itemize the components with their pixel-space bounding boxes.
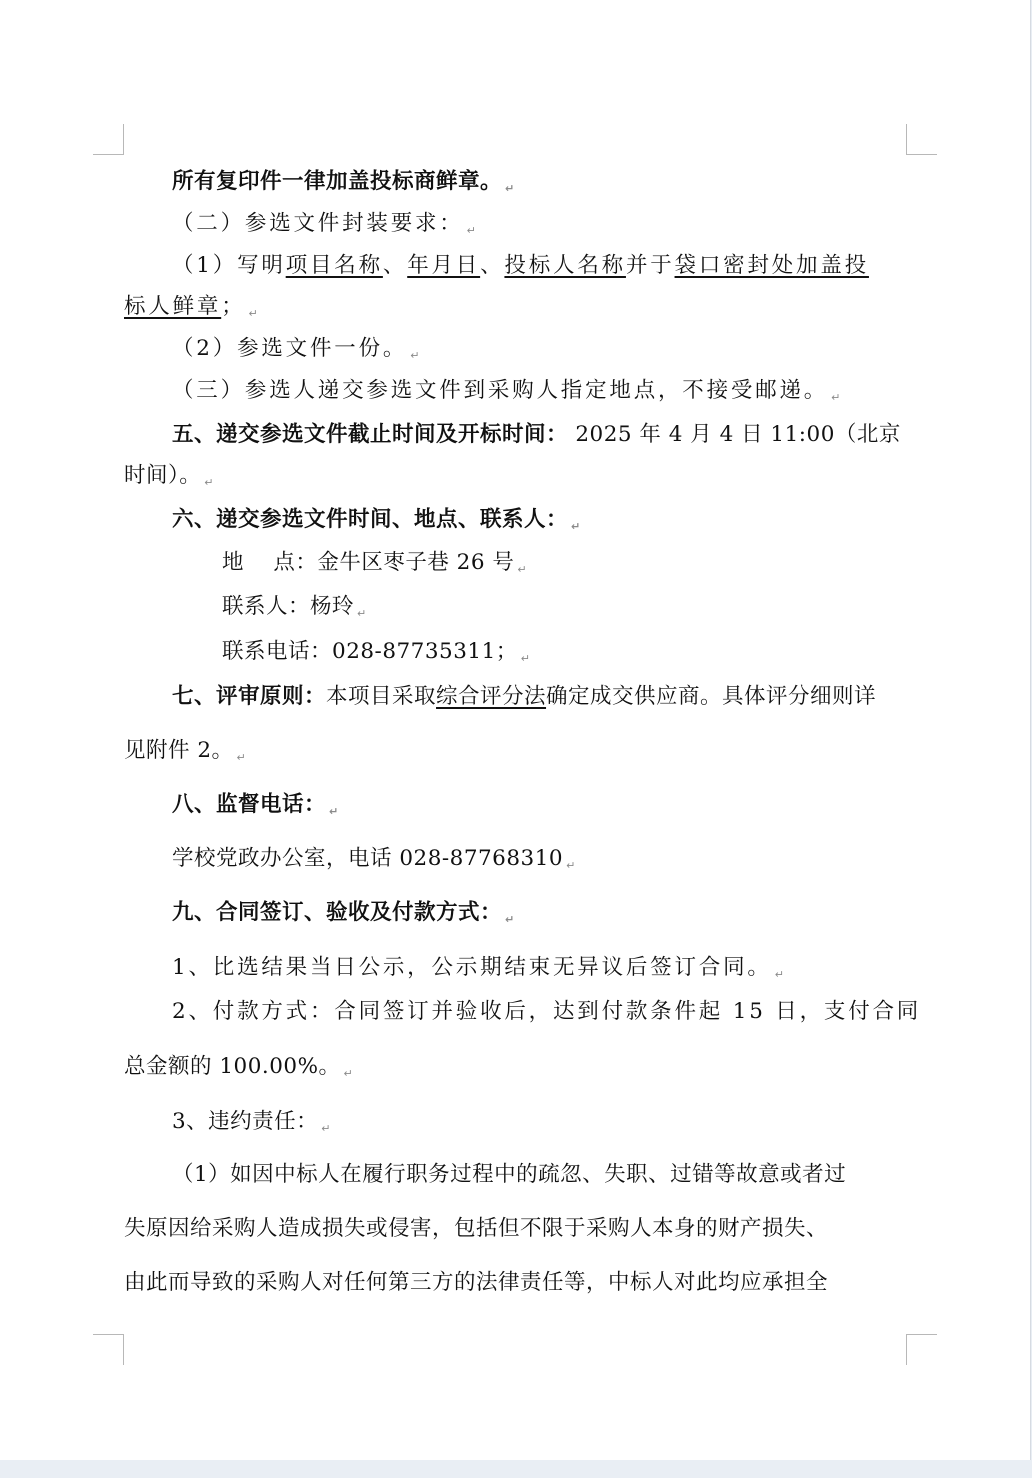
paragraph-liability-line-2: 失原因给采购人造成损失或侵害，包括但不限于采购人本身的财产损失、 xyxy=(124,1216,829,1241)
paragraph-mark-icon: ↵ xyxy=(343,1067,353,1080)
paragraph-copies-stamp: 所有复印件一律加盖投标商鲜章。 ↵ xyxy=(172,169,515,195)
paragraph-packaging-item-1: （1）写明项目名称、年月日、投标人名称并于袋口密封处加盖投 xyxy=(172,253,869,278)
paragraph-mark-icon: ↵ xyxy=(517,563,527,576)
paragraph-mark-icon: ↵ xyxy=(204,476,214,489)
paragraph-contract-item-2-cont: 总金额的 100.00%。 ↵ xyxy=(124,1054,353,1080)
margin-corner-bottom-right xyxy=(906,1334,937,1365)
paragraph-contract-item-2: 2、付款方式：合同签订并验收后，达到付款条件起 15 日，支付合同 xyxy=(172,999,922,1024)
paragraph-mark-icon: ↵ xyxy=(329,805,339,818)
paragraph-mark-icon: ↵ xyxy=(410,349,420,362)
paragraph-mark-icon: ↵ xyxy=(774,968,784,981)
section-nine-heading: 九、合同签订、验收及付款方式： ↵ xyxy=(172,900,515,926)
paragraph-packaging-item-1-cont: 标人鲜章； ↵ xyxy=(124,294,258,320)
paragraph-evaluation-cont: 见附件 2。 ↵ xyxy=(124,738,246,764)
paragraph-liability-line-3: 由此而导致的采购人对任何第三方的法律责任等，中标人对此均应承担全 xyxy=(124,1270,829,1295)
paragraph-submission-place: （三）参选人递交参选文件到采购人指定地点，不接受邮递。 ↵ xyxy=(172,378,841,404)
section-eight-heading: 八、监督电话： ↵ xyxy=(172,792,339,818)
paragraph-mark-icon: ↵ xyxy=(357,607,367,620)
contact-phone: 联系电话：028-87735311； ↵ xyxy=(222,639,530,665)
margin-corner-bottom-left xyxy=(93,1334,124,1365)
paragraph-mark-icon: ↵ xyxy=(505,913,515,926)
paragraph-mark-icon: ↵ xyxy=(321,1122,331,1135)
paragraph-contract-item-3: 3、违约责任： ↵ xyxy=(172,1109,331,1135)
paragraph-evaluation: 七、评审原则：本项目采取综合评分法确定成交供应商。具体评分细则详 xyxy=(172,684,877,709)
paragraph-mark-icon: ↵ xyxy=(831,391,841,404)
paragraph-mark-icon: ↵ xyxy=(236,751,246,764)
paragraph-deadline: 五、递交参选文件截止时间及开标时间： 2025 年 4 月 4 日 11:00（北京 xyxy=(172,422,901,447)
paragraph-deadline-cont: 时间）。 ↵ xyxy=(124,463,214,489)
paragraph-supervision-phone: 学校党政办公室，电话 028-87768310 ↵ xyxy=(172,846,576,872)
contact-person: 联系人：杨玲 ↵ xyxy=(222,594,367,620)
paragraph-mark-icon: ↵ xyxy=(571,520,581,533)
paragraph-packaging-heading: （二）参选文件封装要求： ↵ xyxy=(172,211,476,237)
margin-corner-top-right xyxy=(906,124,937,155)
paragraph-mark-icon: ↵ xyxy=(248,307,258,320)
margin-corner-top-left xyxy=(93,124,124,155)
paragraph-mark-icon: ↵ xyxy=(505,182,515,195)
paragraph-packaging-item-2: （2）参选文件一份。 ↵ xyxy=(172,336,420,362)
paragraph-contract-item-1: 1、比选结果当日公示，公示期结束无异议后签订合同。 ↵ xyxy=(172,955,784,981)
paragraph-mark-icon: ↵ xyxy=(520,652,530,665)
window-bottom-edge xyxy=(0,1460,1032,1478)
contact-address: 地 点：金牛区枣子巷 26 号 ↵ xyxy=(222,550,527,576)
paragraph-mark-icon: ↵ xyxy=(566,859,576,872)
section-six-heading: 六、递交参选文件时间、地点、联系人： ↵ xyxy=(172,507,581,533)
paragraph-mark-icon: ↵ xyxy=(466,224,476,237)
paragraph-liability-line-1: （1）如因中标人在履行职务过程中的疏忽、失职、过错等故意或者过 xyxy=(172,1162,847,1187)
